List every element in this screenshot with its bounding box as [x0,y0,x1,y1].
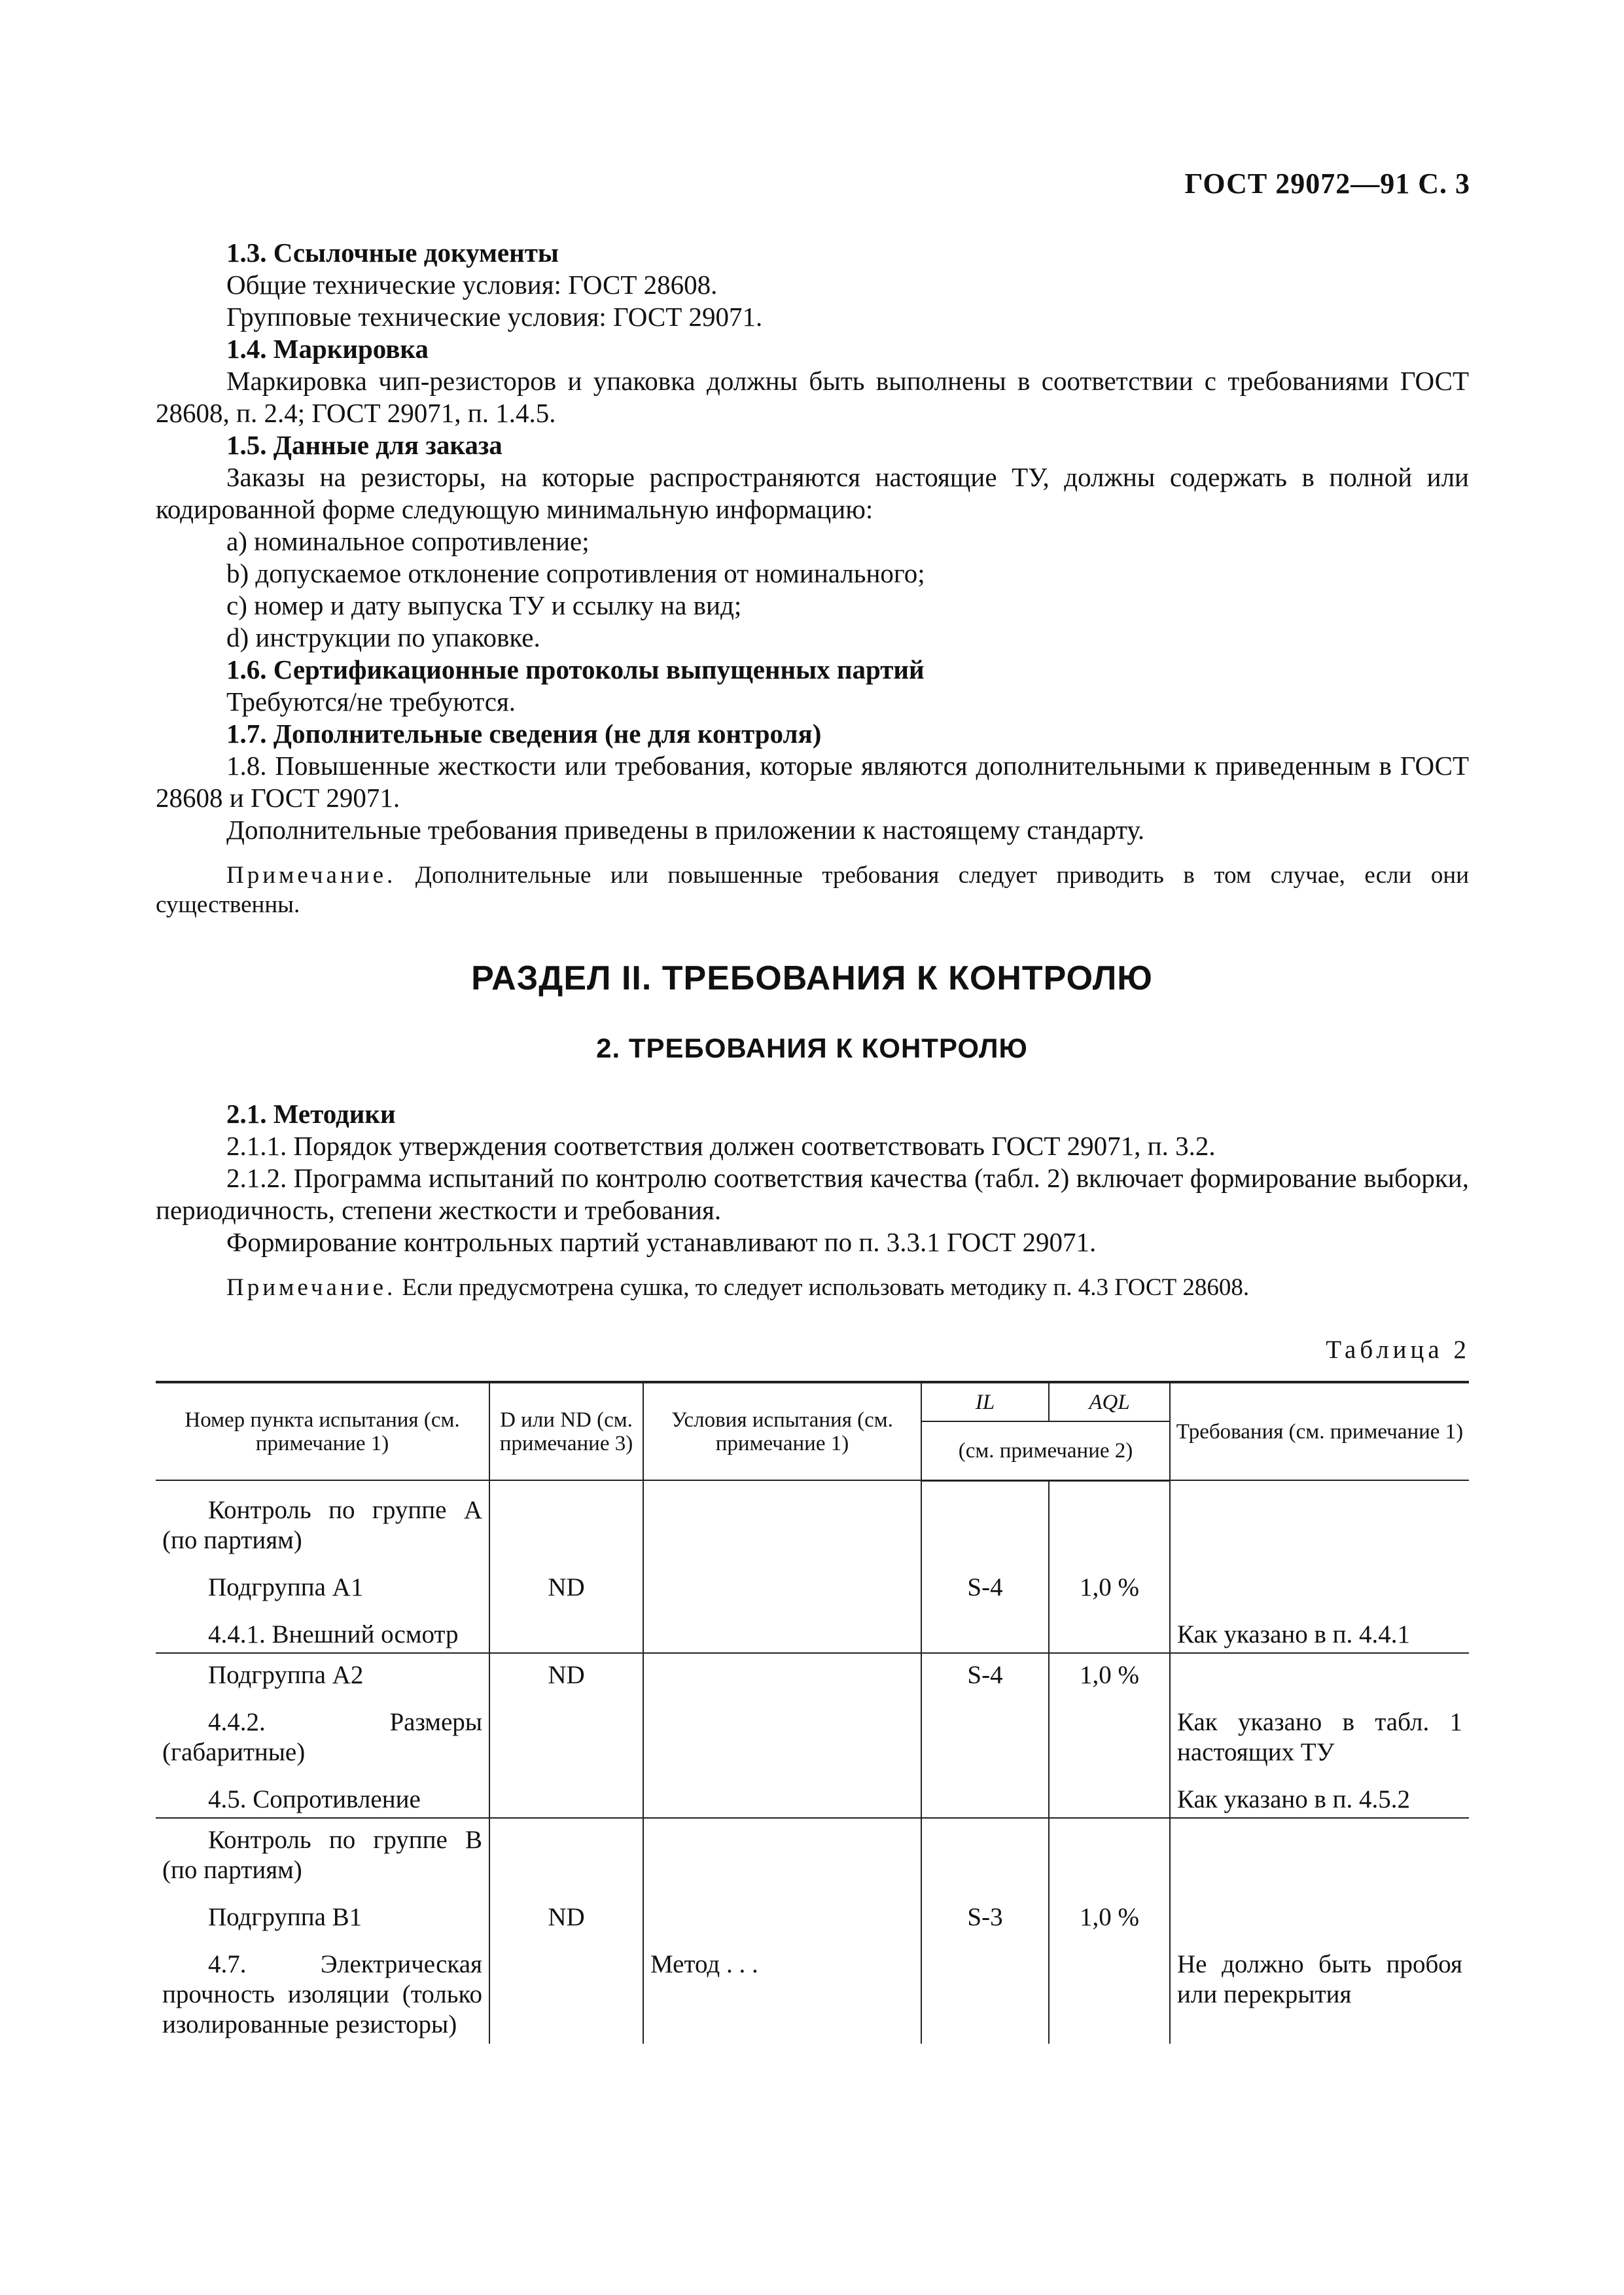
list-item: a) номинальное сопротивление; [226,526,590,556]
cell-empty [921,1605,1049,1653]
cell-req-4-4-1: Как указано в п. 4.4.1 [1170,1605,1469,1653]
cell-empty [921,1818,1049,1888]
header-il-aql-note: (см. примечание 2) [921,1421,1170,1480]
cell-empty [489,1818,643,1888]
cell-a1-d: ND [489,1558,643,1605]
cell-a2-d: ND [489,1653,643,1693]
cell-empty [1049,1818,1170,1888]
list-item: c) номер и дату выпуска ТУ и ссылку на вид; [226,590,742,620]
cell-b1-il: S-3 [921,1888,1049,1935]
cell-empty [643,1653,921,1693]
cell-empty [1170,1818,1469,1888]
cell-empty [1049,1770,1170,1818]
section-1-text [156,237,1469,919]
cell-empty [1049,1693,1170,1770]
table-row [156,1888,1469,1935]
cell-empty [643,1888,921,1935]
cell-test-4-4-2: 4.4.2. Размеры (габаритные) [156,1693,489,1770]
cell-empty [643,1605,921,1653]
cell-empty [921,1935,1049,2044]
header-test-item: Номер пункта испытания (см. примечание 1) [156,1382,489,1480]
header-il: IL [921,1382,1049,1421]
header-d-nd: D или ND (см. примечание 3) [489,1382,643,1480]
note-2-text: Если предусмотрена сушка, то следует использовать методику п. 4.3 ГОСТ 28608. [396,1274,1250,1301]
para-1-5: Заказы на резисторы, на которые распространяются настоящие ТУ, должны содержать в полной или кодированной форме следующую минимальную информацию: [156,462,1469,524]
table-row [156,1935,1469,2044]
para-2-1-2: 2.1.2. Программа испытаний по контролю соответствия качества (табл. 2) включает формирование выборки, периодичность, степени жесткости и требования. [156,1163,1469,1225]
para-1-8: 1.8. Повышенные жесткости или требования, которые являются дополнительными к приведенным в ГОСТ 28608 и ГОСТ 29071. [156,751,1469,813]
cell-empty [921,1693,1049,1770]
heading-1-7: 1.7. Дополнительные сведения (не для контроля) [226,719,822,749]
cell-empty [1049,1935,1170,2044]
cell-empty [489,1935,643,2044]
cell-empty [1170,1653,1469,1693]
table-row [156,1693,1469,1770]
heading-1-4: 1.4. Маркировка [226,334,429,364]
table-caption: Таблица 2 [1326,1336,1470,1364]
table-row [156,1558,1469,1605]
cell-empty [921,1770,1049,1818]
cell-req-4-5: Как указано в п. 4.5.2 [1170,1770,1469,1818]
section-title: РАЗДЕЛ II. ТРЕБОВАНИЯ К КОНТРОЛЮ [471,959,1153,997]
cell-empty [1170,1480,1469,1558]
cell-empty [921,1480,1049,1558]
header-aql: AQL [1049,1382,1170,1421]
cell-empty [643,1558,921,1605]
note-2 [156,1273,1469,1302]
para-1-3-line1: Общие технические условия: ГОСТ 28608. [226,270,718,300]
cell-test-4-4-1: 4.4.1. Внешний осмотр [156,1605,489,1653]
cell-test-4-7: 4.7. Электрическая прочность изоляции (только изолированные резисторы) [156,1935,489,2044]
list-item: b) допускаемое отклонение сопротивления от номинального; [226,558,925,588]
table-row [156,1770,1469,1818]
para-2-1-3: Формирование контрольных партий устанавливают по п. 3.3.1 ГОСТ 29071. [226,1227,1097,1257]
cell-test-4-5: 4.5. Сопротивление [156,1770,489,1818]
note-1-text: Дополнительные или повышенные требования следует приводить в том случае, если они существенны. [156,862,1469,918]
cell-group-a: Контроль по группе А (по партиям) [156,1480,489,1558]
cell-req-4-7: Не должно быть пробоя или перекрытия [1170,1935,1469,2044]
cell-empty [1170,1558,1469,1605]
cell-empty [643,1770,921,1818]
table-row [156,1653,1469,1693]
cell-b1-d: ND [489,1888,643,1935]
cell-a2-il: S-4 [921,1653,1049,1693]
note-1-label: Примечание. [226,862,397,889]
cell-a1-il: S-4 [921,1558,1049,1605]
heading-1-5: 1.5. Данные для заказа [226,430,503,460]
para-1-8-extra: Дополнительные требования приведены в приложении к настоящему стандарту. [226,815,1145,845]
heading-1-6: 1.6. Сертификационные протоколы выпущенных партий [226,654,925,685]
list-item: d) инструкции по упаковке. [226,622,540,652]
cell-empty [1049,1605,1170,1653]
para-1-6: Требуются/не требуются. [226,686,516,717]
table-row [156,1818,1469,1888]
table-row [156,1480,1469,1558]
cell-subgroup-a2: Подгруппа А2 [156,1653,489,1693]
heading-2-1: 2.1. Методики [226,1099,396,1129]
cell-a2-aql: 1,0 % [1049,1653,1170,1693]
cell-subgroup-a1: Подгруппа А1 [156,1558,489,1605]
cell-req-4-4-2: Как указано в табл. 1 настоящих ТУ [1170,1693,1469,1770]
table-2 [156,1381,1469,2044]
para-1-4: Маркировка чип-резисторов и упаковка должны быть выполнены в соответствии с требованиями ГОСТ 28608, п. 2.4; ГОСТ 29071, п. 1.4.5. [156,366,1469,428]
cell-empty [643,1480,921,1558]
cell-b1-aql: 1,0 % [1049,1888,1170,1935]
header-requirements: Требования (см. примечание 1) [1170,1382,1469,1480]
table-row [156,1605,1469,1653]
cell-empty [643,1818,921,1888]
note-2-label: Примечание. [226,1274,397,1301]
subsection-title: 2. ТРЕБОВАНИЯ К КОНТРОЛЮ [596,1033,1028,1063]
cell-empty [489,1480,643,1558]
cell-empty [489,1605,643,1653]
cell-a1-aql: 1,0 % [1049,1558,1170,1605]
heading-1-3: 1.3. Ссылочные документы [226,238,559,268]
note-1 [156,861,1469,919]
cell-cond-4-7: Метод . . . [643,1935,921,2044]
cell-empty [489,1693,643,1770]
header-conditions: Условия испытания (см. примечание 1) [643,1382,921,1480]
cell-empty [643,1693,921,1770]
para-2-1-1: 2.1.1. Порядок утверждения соответствия должен соответствовать ГОСТ 29071, п. 3.2. [226,1131,1216,1161]
cell-subgroup-b1: Подгруппа В1 [156,1888,489,1935]
page-header: ГОСТ 29072—91 С. 3 [1184,168,1470,200]
cell-empty [1170,1888,1469,1935]
cell-empty [489,1770,643,1818]
cell-group-b: Контроль по группе В (по партиям) [156,1818,489,1888]
cell-empty [1049,1480,1170,1558]
section-2-text [156,1098,1469,1302]
para-1-3-line2: Групповые технические условия: ГОСТ 29071. [226,302,763,332]
